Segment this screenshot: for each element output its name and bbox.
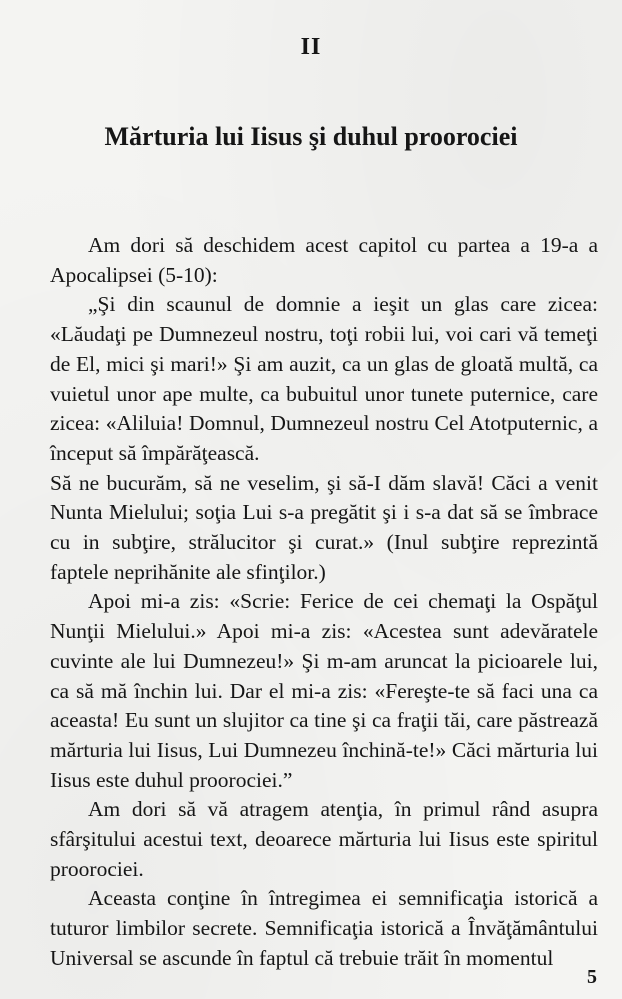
chapter-title: Mărturia lui Iisus şi duhul proorociei	[104, 122, 518, 151]
paragraph: Am dori să deschidem acest capitol cu partea a 19-a a Apocalipsei (5-10):	[50, 233, 598, 287]
paragraph: Să ne bucurăm, să ne veselim, şi să-I dăm slavă! Căci a venit Nunta Mielului; soţia Lui s-a pregătit şi i s-a dat să se îmbrace cu in subţire, strălucitor şi curat.» (Inul subţire reprezintă faptele neprihănite ale sfinţilor.)	[50, 470, 598, 584]
page-number: 5	[587, 966, 597, 988]
paragraph: „Şi din scaunul de domnie a ieşit un glas care zicea: «Lăudaţi pe Dumnezeul nostru, toţi robii lui, voi cari vă temeţi de El, mici şi mari!» Şi am auzit, ca un glas de gloată multă, ca vuietul unor ape multe, ca bubuitul unor tunete puternice, care zicea: «Aliluia! Domnul, Dumnezeul nostru Cel Atotputernic, a început să împărăţească.	[50, 292, 598, 465]
paragraph: Aceasta conţine în întregimea ei semnificaţia istorică a tuturor limbilor secrete. Semnificaţia istorică a Învăţământului Universal se ascunde în faptul că trebuie trăit în momentul	[50, 886, 598, 970]
paragraph: Apoi mi-a zis: «Scrie: Ferice de cei chemaţi la Ospăţul Nunţii Mielului.» Apoi mi-a zis: «Acestea sunt adevăratele cuvinte ale lui Dumnezeu!» Şi m-am aruncat la picioarele lui, ca să mă închin lui. Dar el mi-a zis: «Fereşte-te să faci una ca aceasta! Eu sunt un slujitor ca tine şi ca fraţii tăi, care păstrează mărturia lui Iisus, Lui Dumnezeu închină-te!» Căci mărturia lui Iisus este duhul proorociei.”	[50, 589, 598, 792]
chapter-number: II	[300, 34, 322, 60]
body-text	[50, 231, 598, 974]
paragraph: Am dori să vă atragem atenţia, în primul rând asupra sfârşitului acestui text, deoarece mărturia lui Iisus este spiritul proorociei.	[50, 797, 598, 881]
